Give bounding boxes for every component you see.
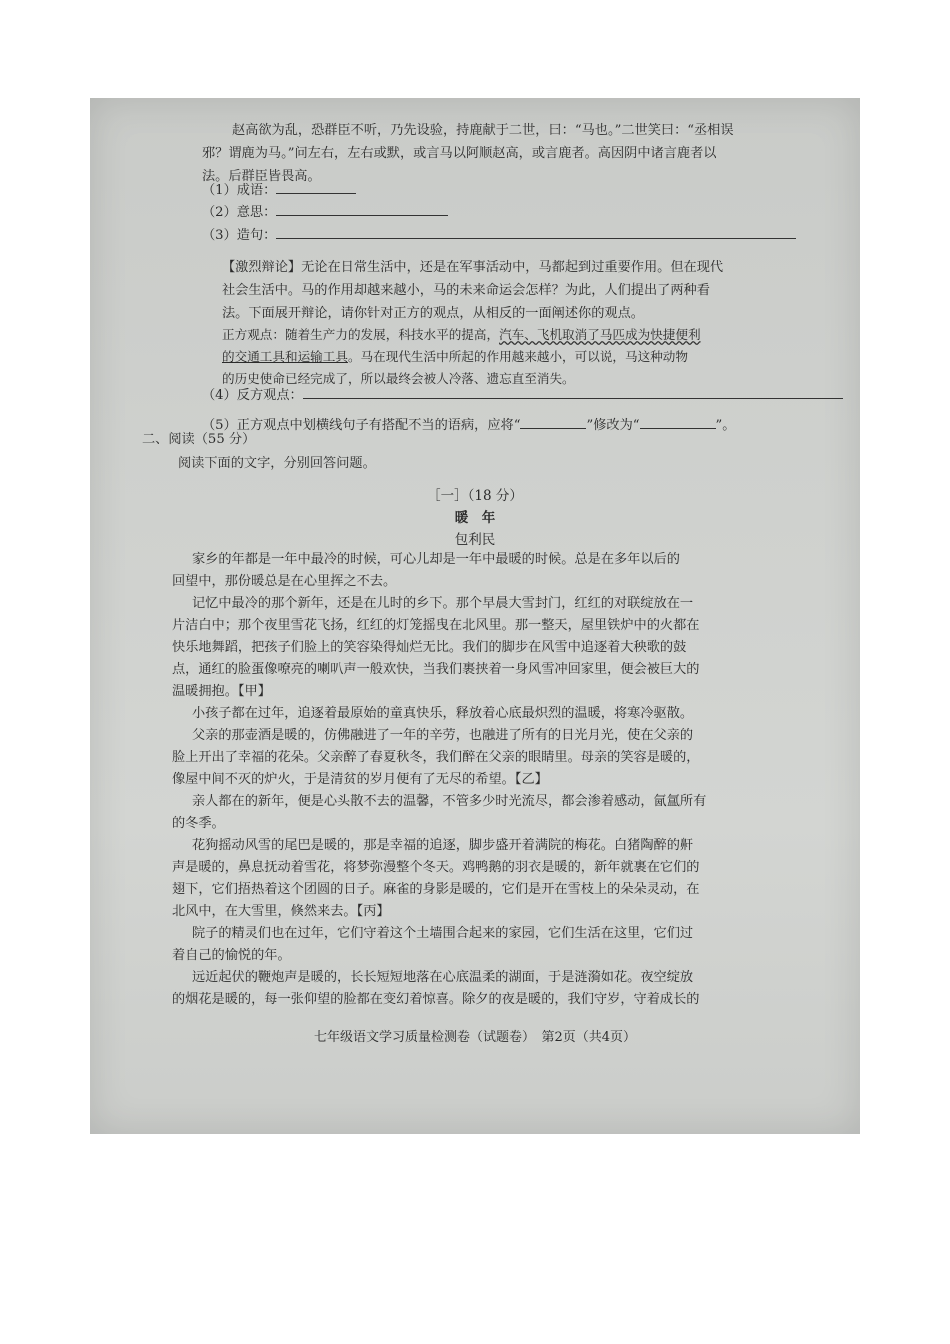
answer-blank-5b[interactable]	[640, 414, 716, 429]
debate-line: 法。下面展开辩论，请你针对正方的观点，从相反的一面阐述你的观点。	[222, 306, 644, 321]
article-line: 着自己的愉悦的年。	[172, 948, 291, 963]
article-line: 小孩子都在过年，追逐着最原始的童真快乐，释放着心底最炽烈的温暖，将寒冷驱散。	[192, 706, 694, 721]
debate-line: 【激烈辩论】无论在日常生活中，还是在军事活动中，马都起到过重要作用。但在现代	[222, 260, 724, 275]
passage-line: 法。后群臣皆畏高。	[202, 169, 321, 184]
pro-view-marked-2: 的交通工具和运输工具	[222, 349, 348, 364]
article-line: 回望中，那份暖总是在心里挥之不去。	[172, 574, 397, 589]
question-4	[202, 384, 843, 407]
article-line: 记忆中最冷的那个新年，还是在儿时的乡下。那个早晨大雪封门，红红的对联绽放在一	[192, 596, 694, 611]
part-heading: ［一］（18 分）	[427, 488, 523, 504]
question-3-label: （3）造句：	[202, 228, 277, 243]
answer-blank-1[interactable]	[276, 179, 356, 194]
pro-view-line-1	[222, 324, 701, 346]
article-line: 远近起伏的鞭炮声是暖的，长长短短地落在心底温柔的湖面，于是涟漪如花。夜空绽放	[192, 970, 694, 985]
debate-line: 社会生活中。马的作用却越来越小，马的未来命运会怎样？为此，人们提出了两种看	[222, 283, 710, 298]
article-line: 的烟花是暖的，每一张仰望的脸都在变幻着惊喜。除夕的夜是暖的，我们守岁，守着成长的	[172, 992, 700, 1007]
pro-view-line-3: 的历史使命已经完成了，所以最终会被人冷落、遗忘直至消失。	[222, 371, 575, 386]
scanned-page-photo	[90, 98, 860, 1134]
article-line: 亲人都在的新年，便是心头散不去的温馨，不管多少时光流尽，都会渗着感动，氤氲所有	[192, 794, 707, 809]
question-5-text-b: ”修改为“	[586, 418, 640, 433]
passage-line: 邪？谓鹿为马。”问左右，左右或默，或言马以阿顺赵高，或言鹿者。高因阴中诸言鹿者以	[202, 146, 717, 161]
article-line: 北风中，在大雪里，倏然来去。【丙】	[172, 904, 390, 919]
pro-view-rest-1: 。马在现代生活中所起的作用越来越小，可以说，马这种动物	[347, 349, 688, 364]
pro-view-line-2	[222, 346, 688, 368]
article-line: 脸上开出了幸福的花朵。父亲醉了春夏秋冬，我们醉在父亲的眼睛里。母亲的笑容是暖的，	[172, 750, 700, 765]
question-5-text-a: （5）正方观点中划横线句子有搭配不当的语病，应将“	[202, 418, 521, 433]
pro-view-marked-1: 汽车、飞机取消了马匹成为快捷便利	[499, 327, 701, 342]
article-line: 父亲的那壶酒是暖的，仿佛融进了一年的辛劳，也融进了所有的日光月光，使在父亲的	[192, 728, 694, 743]
read-instruction: 阅读下面的文字，分别回答问题。	[178, 456, 376, 471]
article-author: 包利民	[454, 532, 496, 548]
article-line: 花狗摇动风雪的尾巴是暖的，那是幸福的追逐，脚步盛开着满院的梅花。白猪陶醉的鼾	[192, 838, 694, 853]
article-line: 声是暖的，鼻息抚动着雪花，将梦弥漫整个冬天。鸡鸭鹅的羽衣是暖的，新年就裹在它们的	[172, 860, 700, 875]
page-footer: 七年级语文学习质量检测卷（试题卷） 第2页（共4页）	[313, 1030, 637, 1045]
answer-blank-3[interactable]	[276, 224, 796, 239]
question-2	[202, 201, 448, 224]
question-5	[202, 414, 735, 437]
article-line: 点，通红的脸蛋像嘹亮的喇叭声一般欢快，当我们裹挟着一身风雪冲回家里，便会被巨大的	[172, 662, 700, 677]
article-line: 的冬季。	[172, 816, 225, 831]
pro-view-prefix: 正方观点：随着生产力的发展，科技水平的提高，	[222, 327, 500, 342]
question-5-text-c: ”。	[715, 418, 736, 433]
question-2-label: （2）意思：	[202, 205, 277, 220]
article-line: 翅下，它们捂热着这个团圆的日子。麻雀的身影是暖的，它们是开在雪枝上的朵朵灵动，在	[172, 882, 700, 897]
article-line: 片洁白中；那个夜里雪花飞扬，红红的灯笼摇曳在北风里。那一整天，屋里铁炉中的火都在	[172, 618, 700, 633]
answer-blank-2[interactable]	[276, 201, 448, 216]
article-title: 暖 年	[454, 510, 496, 526]
passage-line: 赵高欲为乱，恐群臣不听，乃先设验，持鹿献于二世，曰：“马也。”二世笑曰：“丞相误	[232, 123, 734, 138]
article-line: 快乐地舞蹈，把孩子们脸上的笑容染得灿烂无比。我们的脚步在风雪中追逐着大秧歌的鼓	[172, 640, 687, 655]
article-line: 家乡的年都是一年中最冷的时候，可心儿却是一年中最暖的时候。总是在多年以后的	[192, 552, 680, 567]
article-line: 像屋中间不灭的炉火，于是清贫的岁月便有了无尽的希望。【乙】	[172, 772, 548, 787]
article-line: 温暖拥抱。【甲】	[172, 684, 271, 699]
question-1-label: （1）成语：	[202, 183, 277, 198]
answer-blank-4[interactable]	[303, 384, 843, 399]
question-1	[202, 179, 356, 202]
article-line: 院子的精灵们也在过年，它们守着这个土墙围合起来的家园，它们生活在这里，它们过	[192, 926, 694, 941]
section-heading: 二、阅读（55 分）	[142, 432, 256, 447]
answer-blank-5a[interactable]	[520, 414, 586, 429]
question-3	[202, 224, 796, 247]
question-4-label: （4）反方观点：	[202, 388, 303, 403]
